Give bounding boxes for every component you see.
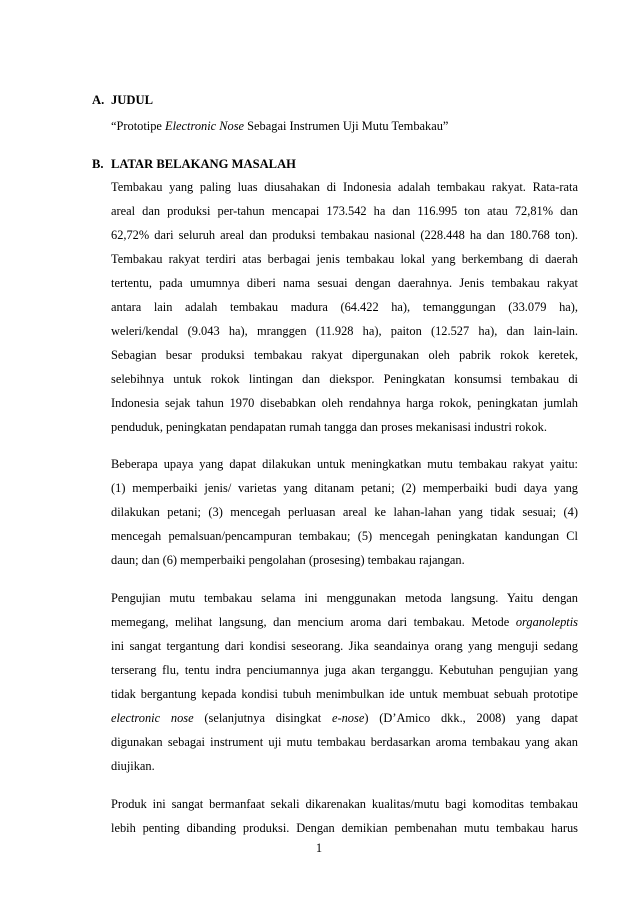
paragraph-3-line: [111, 710, 578, 726]
paragraph-4-line: lebih penting dibanding produksi. Dengan demikian pembenahan mutu tembakau harus: [111, 821, 578, 835]
paragraph-3-line: tidak bergantung kepada kondisi tubuh menimbulkan ide untuk membuat sebuah prototipe: [111, 687, 578, 701]
paragraph-3-text: (selanjutnya disingkat: [193, 711, 332, 725]
paragraph-1-line: tertentu, pada umumnya diberi nama sesuai dengan daerahnya. Jenis tembakau rakyat: [111, 276, 578, 290]
paragraph-1-line: penduduk, peningkatan pendapatan rumah tangga dan proses mekanisasi industri rokok.: [111, 420, 547, 434]
paragraph-1-line: areal dan produksi per-tahun mencapai 173.542 ha dan 116.995 ton atau 72,81% dan: [111, 204, 578, 218]
title-text-post: Sebagai Instrumen Uji Mutu Tembakau”: [244, 119, 449, 133]
paragraph-2-line: mencegah pemalsuan/pencampuran tembakau; (5) mencegah peningkatan kandungan Cl: [111, 529, 578, 543]
paragraph-3-italic: electronic nose: [111, 711, 194, 725]
paragraph-1-line: Tembakau yang paling luas diusahakan di Indonesia adalah tembakau rakyat. Rata-rata: [111, 180, 578, 194]
paragraph-1-line: Indonesia sejak tahun 1970 disebabkan oleh rendahnya harga rokok, peningkatan jumlah: [111, 396, 578, 410]
paragraph-1-line: weleri/kendal (9.043 ha), mranggen (11.928 ha), paiton (12.527 ha), dan lain-lain.: [111, 324, 578, 338]
paragraph-3-line: ini sangat tergantung dari kondisi seseorang. Jika seandainya orang yang menguji sedang: [111, 639, 578, 653]
paragraph-3-line: terserang flu, tentu indra penciumannya juga akan terganggu. Kebutuhan pengujian yang: [111, 663, 578, 677]
paragraph-3-line: digunakan sebagai instrument uji mutu tembakau berdasarkan aroma tembakau yang akan: [111, 735, 578, 749]
paragraph-2-line: (1) memperbaiki jenis/ varietas yang ditanam petani; (2) memperbaiki budi daya yang: [111, 481, 578, 495]
paragraph-2-line: dilakukan petani; (3) mencegah perluasan areal ke lahan-lahan yang tidak sesuai; (4): [111, 505, 578, 519]
paragraph-3-line: diujikan.: [111, 759, 155, 773]
paragraph-1-line: antara lain adalah tembakau madura (64.422 ha), temanggungan (33.079 ha),: [111, 300, 578, 314]
section-b-title: LATAR BELAKANG MASALAH: [111, 157, 296, 171]
paragraph-2-line: daun; dan (6) memperbaiki pengolahan (prosesing) tembakau rajangan.: [111, 553, 465, 567]
paragraph-1-line: Tembakau rakyat terdiri atas berbagai jenis tembakau lokal yang berkembang di daerah: [111, 252, 578, 266]
section-b-number: B.: [92, 157, 104, 171]
section-b-heading: [92, 157, 296, 172]
paragraph-2-line: Beberapa upaya yang dapat dilakukan untuk meningkatkan mutu tembakau rakyat yaitu:: [111, 457, 578, 471]
paragraph-3-italic: organoleptis: [515, 615, 578, 629]
title-text-italic: Electronic Nose: [165, 119, 245, 133]
document-title: [111, 119, 448, 134]
paragraph-1-line: 62,72% dari seluruh areal dan produksi tembakau nasional (228.448 ha dan 180.768 ton).: [111, 228, 578, 242]
paragraph-1-line: Sebagian besar produksi tembakau rakyat dipergunakan oleh pabrik rokok keretek,: [111, 348, 578, 362]
page-number: 1: [315, 841, 323, 855]
paragraph-3-line: [111, 614, 578, 630]
paragraph-1-line: selebihnya untuk rokok lintingan dan diekspor. Peningkatan konsumsi tembakau di: [111, 372, 578, 386]
section-a-heading: [92, 93, 153, 108]
paragraph-3-italic: e-nose: [331, 711, 365, 725]
paragraph-3-text: ) (D’Amico dkk., 2008) yang dapat: [364, 711, 578, 725]
paragraph-3-text: memegang, melihat langsung, dan mencium aroma dari tembakau. Metode: [111, 615, 516, 629]
section-a-number: A.: [92, 93, 105, 107]
paragraph-3-line: Pengujian mutu tembakau selama ini menggunakan metoda langsung. Yaitu dengan: [111, 591, 578, 605]
paragraph-4-line: Produk ini sangat bermanfaat sekali dikarenakan kualitas/mutu bagi komoditas tembakau: [111, 797, 578, 811]
title-text-pre: “Prototipe: [111, 119, 166, 133]
section-a-title: JUDUL: [111, 93, 153, 107]
